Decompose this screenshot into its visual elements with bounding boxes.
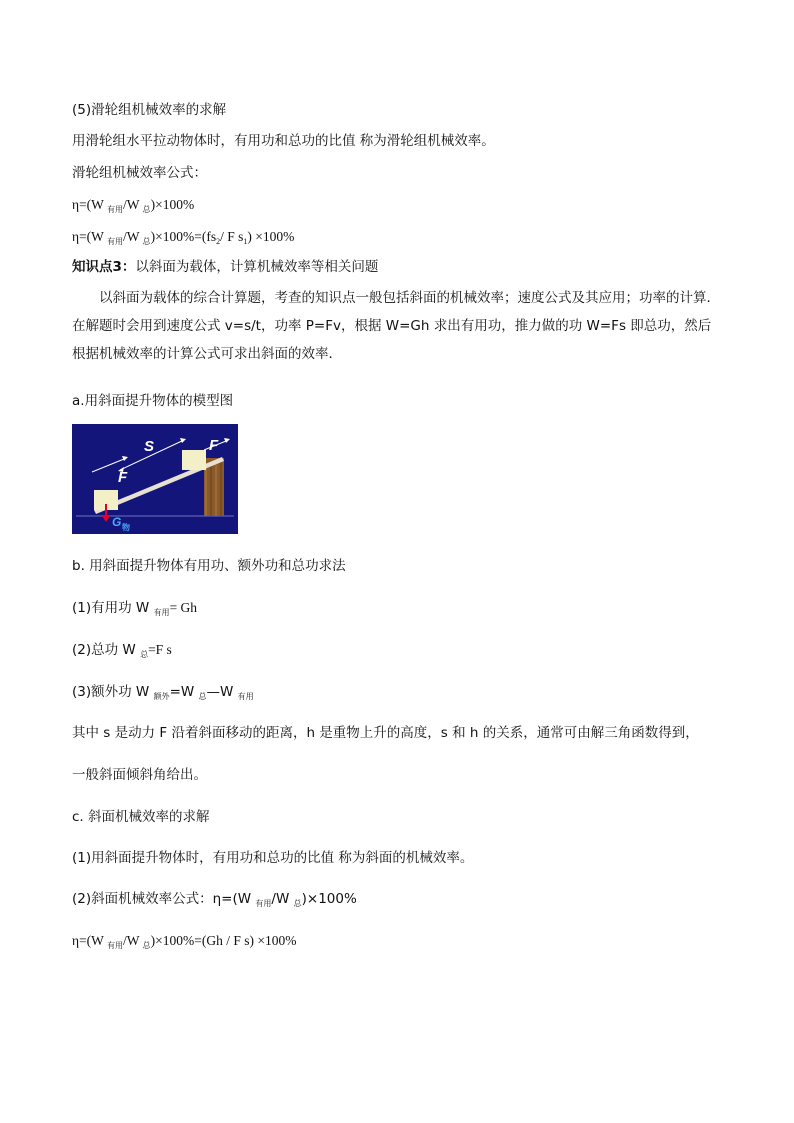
formula-text: /W: [123, 229, 143, 244]
incline-model-diagram: [72, 424, 238, 534]
incline-definition: (1)用斜面提升物体时，有用功和总功的比值 称为斜面的机械效率。: [72, 850, 474, 866]
formula-text: ) ×100%: [247, 229, 295, 244]
formula-text: )×100%=(fs: [150, 229, 217, 244]
gravity-label: G: [112, 515, 122, 529]
useful-work-item: [72, 599, 197, 619]
item-subscript: 额外: [153, 692, 170, 701]
block-high: [182, 450, 206, 470]
formula-subscript: 有用: [107, 237, 124, 246]
item-text: (3)额外功 W: [72, 684, 154, 700]
incline-formula-label: [72, 890, 357, 910]
note-line-2: 一般斜面倾斜角给出。: [72, 767, 207, 783]
formula-subscript: 总: [142, 237, 151, 246]
formula-text: η=(W: [72, 197, 108, 212]
note-line-1: 其中 s 是动力 F 沿着斜面移动的距离，h 是重物上升的高度，s 和 h 的关系，通常可由解三角函数得到，: [72, 725, 699, 741]
item-text: =W: [169, 684, 199, 700]
incline-efficiency-formula: [72, 932, 297, 952]
knowledge-point-heading: [72, 258, 378, 276]
item-text: =F s: [148, 642, 172, 657]
part-c-heading: c. 斜面机械效率的求解: [72, 809, 210, 825]
formula-text: η=(W: [72, 933, 108, 948]
item-text: (2)总功 W: [72, 642, 141, 658]
formula-label: 滑轮组机械效率公式：: [72, 165, 207, 181]
item-subscript: 总: [140, 650, 149, 659]
formula-subscript: 总: [142, 205, 151, 214]
formula-text: /W: [123, 197, 143, 212]
item-text: /W: [271, 891, 294, 907]
definition-text: 用滑轮组水平拉动物体时，有用功和总功的比值 称为滑轮组机械效率。: [72, 133, 495, 149]
gravity-subscript: 物: [122, 523, 130, 532]
formula-text: )×100%=(Gh / F s) ×100%: [150, 933, 297, 948]
formula-subscript: 2: [216, 237, 221, 246]
formula-text: )×100%: [150, 197, 195, 212]
part-b-heading: b. 用斜面提升物体有用功、额外功和总功求法: [72, 558, 346, 574]
item-subscript: 总: [198, 692, 207, 701]
item-text: (1)有用功 W: [72, 600, 154, 616]
formula-subscript: 有用: [107, 205, 124, 214]
efficiency-formula-1: [72, 196, 194, 216]
formula-text: /W: [123, 933, 143, 948]
knowledge-paragraph: 以斜面为载体的综合计算题，考查的知识点一般包括斜面的机械效率；速度公式及其应用；功率的计算．在解题时会用到速度公式 v=s/t，功率 P=Fv，根据 W=Gh 求出有用功，推力做的功 W=Fs 即总功，然后根据机械效率的计算公式可求出斜面的效率．: [72, 290, 720, 362]
knowledge-point-label: 知识点3：: [72, 259, 136, 275]
knowledge-point-title: 以斜面为载体，计算机械效率等相关问题: [135, 259, 379, 275]
total-work-item: [72, 641, 172, 661]
formula-subscript: 有用: [107, 941, 124, 950]
item-subscript: 有用: [255, 899, 272, 908]
force-label-high: F: [209, 437, 219, 454]
extra-work-item: [72, 683, 254, 703]
efficiency-formula-2: [72, 228, 294, 248]
formula-text: / F s: [220, 229, 244, 244]
item-text: )×100%: [301, 891, 357, 907]
distance-label: S: [144, 438, 155, 455]
item-text: (2)斜面机械效率公式：η=(W: [72, 891, 256, 907]
part-a-heading: a.用斜面提升物体的模型图: [72, 393, 234, 409]
formula-subscript: 1: [243, 237, 248, 246]
item-subscript: 有用: [153, 608, 170, 617]
item-text: = Gh: [169, 600, 198, 615]
incline-diagram-svg: [72, 424, 238, 534]
force-label-low: F: [118, 469, 128, 486]
item-subscript: 总: [293, 899, 302, 908]
formula-subscript: 总: [142, 941, 151, 950]
section-heading: (5)滑轮组机械效率的求解: [72, 102, 227, 118]
item-text: —W: [206, 684, 238, 700]
formula-text: η=(W: [72, 229, 108, 244]
item-subscript: 有用: [237, 692, 254, 701]
